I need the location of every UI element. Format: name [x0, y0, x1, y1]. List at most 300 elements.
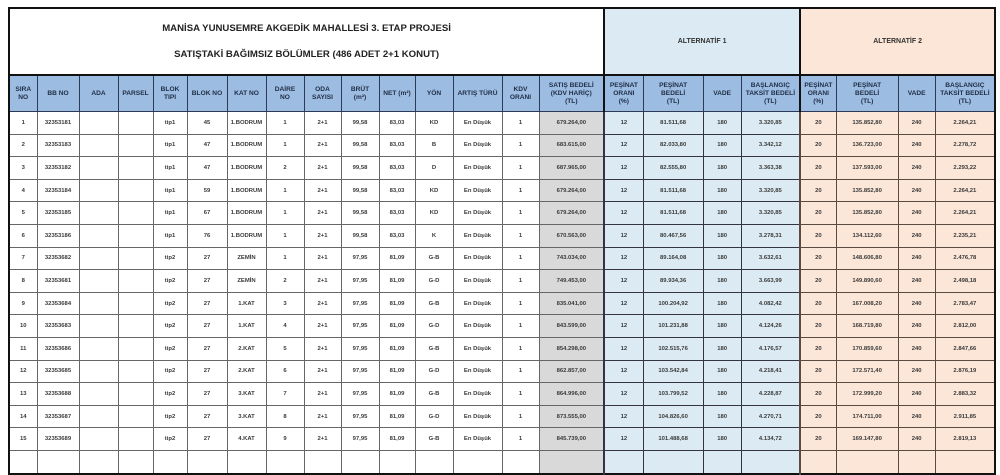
cell-alt2-baslangic-taksit: 2.847,66: [935, 337, 995, 360]
cell-blok-tipi: tip2: [153, 337, 187, 360]
cell-net: 81,09: [379, 247, 415, 270]
cell-artis-turu: En Düşük: [453, 157, 502, 180]
cell-alt1-pesinat-bedeli: 101.488,68: [643, 428, 703, 451]
cell-empty: [227, 450, 266, 473]
cell-ada: [79, 247, 118, 270]
column-header-alt2-vade: VADE: [898, 75, 935, 112]
cell-alt2-pesinat-bedeli: 172.999,20: [836, 383, 898, 406]
column-header-kdv-orani: KDV ORANI: [502, 75, 539, 112]
column-header-alt1-pesinat-orani: PEŞİNAT ORANI (%): [604, 75, 643, 112]
cell-alt2-baslangic-taksit: 2.876,19: [935, 360, 995, 383]
cell-artis-turu: En Düşük: [453, 247, 502, 270]
cell-parsel: [118, 428, 153, 451]
cell-yon: D: [415, 157, 453, 180]
column-header-sira-no: SIRA NO: [9, 75, 37, 112]
column-header-row: [9, 75, 995, 112]
cell-blok-tipi: tip1: [153, 112, 187, 135]
column-header-alt1-baslangic-taksit: BAŞLANGIÇ TAKSİT BEDELİ (TL): [741, 75, 800, 112]
cell-alt2-vade: 240: [898, 157, 935, 180]
cell-alt1-pesinat-bedeli: 82.033,80: [643, 134, 703, 157]
column-header-alt2-pesinat-bedeli: PEŞİNAT BEDELİ (TL): [836, 75, 898, 112]
cell-net: 81,09: [379, 292, 415, 315]
cell-yon: G-B: [415, 428, 453, 451]
cell-yon: B: [415, 134, 453, 157]
cell-alt1-baslangic-taksit: 3.632,61: [741, 247, 800, 270]
cell-alt1-pesinat-bedeli: 100.204,92: [643, 292, 703, 315]
cell-sira-no: 4: [9, 179, 37, 202]
cell-blok-no: 27: [187, 360, 227, 383]
table-row: [9, 315, 995, 338]
cell-yon: KD: [415, 202, 453, 225]
column-header-alt2-pesinat-orani: PEŞİNAT ORANI (%): [800, 75, 836, 112]
cell-alt1-baslangic-taksit: 4.228,87: [741, 383, 800, 406]
cell-yon: G-D: [415, 360, 453, 383]
cell-alt1-pesinat-orani: 12: [604, 270, 643, 293]
cell-alt1-pesinat-bedeli: 103.799,52: [643, 383, 703, 406]
cell-alt2-pesinat-orani: 20: [800, 112, 836, 135]
cell-bb-no: 32353181: [37, 112, 79, 135]
column-header-alt1-vade: VADE: [703, 75, 741, 112]
cell-kat-no: ZEMİN: [227, 247, 266, 270]
cell-alt2-pesinat-orani: 20: [800, 315, 836, 338]
cell-alt2-pesinat-bedeli: 135.852,80: [836, 202, 898, 225]
cell-sira-no: 10: [9, 315, 37, 338]
table-row: [9, 405, 995, 428]
cell-alt2-pesinat-orani: 20: [800, 337, 836, 360]
cell-alt2-pesinat-bedeli: 137.593,00: [836, 157, 898, 180]
cell-brut: 97,95: [341, 315, 379, 338]
cell-blok-no: 47: [187, 134, 227, 157]
cell-empty: [836, 450, 898, 473]
cell-empty: [741, 450, 800, 473]
cell-blok-no: 27: [187, 292, 227, 315]
cell-alt1-pesinat-orani: 12: [604, 224, 643, 247]
cell-alt1-pesinat-bedeli: 81.511,68: [643, 202, 703, 225]
cell-empty: [898, 450, 935, 473]
cell-parsel: [118, 360, 153, 383]
cell-sira-no: 1: [9, 112, 37, 135]
cell-net: 81,09: [379, 405, 415, 428]
cell-empty: [9, 450, 37, 473]
cell-yon: G-D: [415, 405, 453, 428]
cell-daire-no: 2: [266, 270, 304, 293]
cell-alt1-pesinat-orani: 12: [604, 405, 643, 428]
cell-ada: [79, 292, 118, 315]
cell-brut: 97,95: [341, 383, 379, 406]
cell-brut: 99,58: [341, 224, 379, 247]
cell-kdv-orani: 1: [502, 247, 539, 270]
cell-net: 81,09: [379, 360, 415, 383]
cell-brut: 97,95: [341, 337, 379, 360]
cell-bb-no: 32353184: [37, 179, 79, 202]
cell-alt2-pesinat-bedeli: 135.852,80: [836, 112, 898, 135]
table-row: [9, 292, 995, 315]
cell-artis-turu: En Düşük: [453, 383, 502, 406]
cell-oda-sayisi: 2+1: [304, 202, 341, 225]
cell-alt1-pesinat-bedeli: 103.542,84: [643, 360, 703, 383]
column-header-parsel: PARSEL: [118, 75, 153, 112]
cell-brut: 99,58: [341, 179, 379, 202]
cell-sira-no: 9: [9, 292, 37, 315]
column-header-daire-no: DAİRE NO: [266, 75, 304, 112]
cell-satis-bedeli: 843.599,00: [539, 315, 604, 338]
cell-alt2-baslangic-taksit: 2.812,00: [935, 315, 995, 338]
cell-alt2-pesinat-bedeli: 169.147,80: [836, 428, 898, 451]
table-row: [9, 360, 995, 383]
cell-alt2-baslangic-taksit: 2.235,21: [935, 224, 995, 247]
table-row: [9, 337, 995, 360]
cell-brut: 99,58: [341, 157, 379, 180]
cell-ada: [79, 405, 118, 428]
cell-blok-no: 27: [187, 383, 227, 406]
cell-alt2-pesinat-orani: 20: [800, 247, 836, 270]
cell-satis-bedeli: 670.563,00: [539, 224, 604, 247]
cell-alt2-baslangic-taksit: 2.278,72: [935, 134, 995, 157]
cell-alt1-baslangic-taksit: 4.082,42: [741, 292, 800, 315]
cell-alt2-pesinat-bedeli: 172.571,40: [836, 360, 898, 383]
cell-alt1-pesinat-orani: 12: [604, 315, 643, 338]
cell-alt1-pesinat-bedeli: 89.934,36: [643, 270, 703, 293]
cell-alt1-vade: 180: [703, 337, 741, 360]
cell-alt2-vade: 240: [898, 202, 935, 225]
cell-alt2-baslangic-taksit: 2.293,22: [935, 157, 995, 180]
table-row-partial: [9, 450, 995, 473]
cell-alt1-vade: 180: [703, 360, 741, 383]
cell-oda-sayisi: 2+1: [304, 157, 341, 180]
cell-kdv-orani: 1: [502, 360, 539, 383]
cell-alt2-vade: 240: [898, 224, 935, 247]
cell-daire-no: 2: [266, 157, 304, 180]
cell-artis-turu: En Düşük: [453, 360, 502, 383]
cell-alt1-baslangic-taksit: 3.663,99: [741, 270, 800, 293]
cell-yon: G-D: [415, 315, 453, 338]
cell-yon: G-D: [415, 270, 453, 293]
column-header-satis-bedeli: SATIŞ BEDELİ (KDV HARİÇ) (TL): [539, 75, 604, 112]
cell-kdv-orani: 1: [502, 337, 539, 360]
cell-ada: [79, 428, 118, 451]
cell-alt1-vade: 180: [703, 383, 741, 406]
cell-brut: 99,58: [341, 112, 379, 135]
cell-bb-no: 32353183: [37, 134, 79, 157]
cell-yon: G-B: [415, 383, 453, 406]
cell-blok-tipi: tip2: [153, 247, 187, 270]
cell-alt1-vade: 180: [703, 247, 741, 270]
cell-empty: [79, 450, 118, 473]
cell-artis-turu: En Düşük: [453, 428, 502, 451]
cell-kat-no: 1.KAT: [227, 315, 266, 338]
cell-alt1-pesinat-bedeli: 80.467,56: [643, 224, 703, 247]
cell-artis-turu: En Düşük: [453, 405, 502, 428]
cell-alt1-pesinat-orani: 12: [604, 112, 643, 135]
cell-kat-no: ZEMİN: [227, 270, 266, 293]
cell-ada: [79, 337, 118, 360]
cell-alt2-vade: 240: [898, 383, 935, 406]
cell-yon: K: [415, 224, 453, 247]
cell-net: 81,09: [379, 337, 415, 360]
units-table: [8, 7, 996, 475]
cell-daire-no: 8: [266, 405, 304, 428]
cell-alt2-pesinat-bedeli: 148.606,80: [836, 247, 898, 270]
cell-brut: 97,95: [341, 270, 379, 293]
cell-alt1-baslangic-taksit: 4.218,41: [741, 360, 800, 383]
cell-bb-no: 32353186: [37, 224, 79, 247]
cell-parsel: [118, 247, 153, 270]
cell-oda-sayisi: 2+1: [304, 270, 341, 293]
cell-satis-bedeli: 679.264,00: [539, 179, 604, 202]
cell-kat-no: 3.KAT: [227, 405, 266, 428]
cell-oda-sayisi: 2+1: [304, 337, 341, 360]
cell-alt1-baslangic-taksit: 3.363,38: [741, 157, 800, 180]
cell-alt1-pesinat-bedeli: 89.164,08: [643, 247, 703, 270]
cell-empty: [502, 450, 539, 473]
cell-empty: [153, 450, 187, 473]
cell-alt2-vade: 240: [898, 247, 935, 270]
cell-blok-no: 27: [187, 405, 227, 428]
cell-alt1-vade: 180: [703, 202, 741, 225]
cell-sira-no: 5: [9, 202, 37, 225]
cell-parsel: [118, 337, 153, 360]
cell-alt1-baslangic-taksit: 4.134,72: [741, 428, 800, 451]
cell-artis-turu: En Düşük: [453, 224, 502, 247]
cell-brut: 97,95: [341, 292, 379, 315]
cell-kdv-orani: 1: [502, 134, 539, 157]
cell-yon: G-B: [415, 292, 453, 315]
cell-alt1-baslangic-taksit: 4.176,57: [741, 337, 800, 360]
cell-alt1-pesinat-bedeli: 82.555,80: [643, 157, 703, 180]
cell-ada: [79, 202, 118, 225]
cell-satis-bedeli: 845.739,00: [539, 428, 604, 451]
cell-oda-sayisi: 2+1: [304, 405, 341, 428]
cell-oda-sayisi: 2+1: [304, 292, 341, 315]
cell-alt1-baslangic-taksit: 3.278,31: [741, 224, 800, 247]
cell-alt1-pesinat-orani: 12: [604, 383, 643, 406]
cell-net: 83,03: [379, 134, 415, 157]
cell-yon: G-B: [415, 247, 453, 270]
cell-daire-no: 1: [266, 134, 304, 157]
cell-alt1-pesinat-bedeli: 104.826,60: [643, 405, 703, 428]
cell-alt2-vade: 240: [898, 179, 935, 202]
cell-kat-no: 2.KAT: [227, 360, 266, 383]
cell-alt1-pesinat-orani: 12: [604, 292, 643, 315]
cell-parsel: [118, 405, 153, 428]
table-row: [9, 224, 995, 247]
cell-blok-tipi: tip1: [153, 179, 187, 202]
cell-satis-bedeli: 683.615,00: [539, 134, 604, 157]
cell-kdv-orani: 1: [502, 292, 539, 315]
cell-satis-bedeli: 743.034,00: [539, 247, 604, 270]
cell-daire-no: 1: [266, 224, 304, 247]
cell-net: 81,09: [379, 270, 415, 293]
cell-alt2-pesinat-orani: 20: [800, 360, 836, 383]
column-header-blok-no: BLOK NO: [187, 75, 227, 112]
cell-daire-no: 1: [266, 179, 304, 202]
cell-alt1-baslangic-taksit: 3.320,85: [741, 112, 800, 135]
cell-alt2-pesinat-orani: 20: [800, 270, 836, 293]
column-header-alt1-pesinat-bedeli: PEŞİNAT BEDELİ (TL): [643, 75, 703, 112]
cell-blok-no: 27: [187, 428, 227, 451]
cell-empty: [935, 450, 995, 473]
cell-kdv-orani: 1: [502, 383, 539, 406]
cell-empty: [604, 450, 643, 473]
cell-net: 83,03: [379, 179, 415, 202]
cell-artis-turu: En Düşük: [453, 337, 502, 360]
table-row: [9, 134, 995, 157]
cell-alt2-baslangic-taksit: 2.883,32: [935, 383, 995, 406]
cell-satis-bedeli: 862.857,00: [539, 360, 604, 383]
cell-blok-no: 67: [187, 202, 227, 225]
column-header-alt2-baslangic-taksit: BAŞLANGIÇ TAKSİT BEDELİ (TL): [935, 75, 995, 112]
cell-bb-no: 32353685: [37, 360, 79, 383]
cell-bb-no: 32353684: [37, 292, 79, 315]
cell-kat-no: 1.BODRUM: [227, 202, 266, 225]
cell-alt2-vade: 240: [898, 112, 935, 135]
table-row: [9, 247, 995, 270]
table-row: [9, 179, 995, 202]
cell-empty: [453, 450, 502, 473]
cell-parsel: [118, 179, 153, 202]
cell-blok-tipi: tip2: [153, 292, 187, 315]
cell-bb-no: 32353686: [37, 337, 79, 360]
cell-daire-no: 9: [266, 428, 304, 451]
cell-artis-turu: En Düşük: [453, 179, 502, 202]
cell-alt2-pesinat-bedeli: 149.890,60: [836, 270, 898, 293]
cell-bb-no: 32353682: [37, 247, 79, 270]
cell-alt2-vade: 240: [898, 134, 935, 157]
column-header-artis-turu: ARTIŞ TÜRÜ: [453, 75, 502, 112]
cell-alt2-vade: 240: [898, 292, 935, 315]
cell-alt2-baslangic-taksit: 2.264,21: [935, 179, 995, 202]
cell-sira-no: 14: [9, 405, 37, 428]
cell-oda-sayisi: 2+1: [304, 224, 341, 247]
cell-alt1-baslangic-taksit: 3.320,85: [741, 202, 800, 225]
cell-satis-bedeli: 835.041,00: [539, 292, 604, 315]
alternative-2-header: ALTERNATİF 2: [800, 8, 995, 75]
table-row: [9, 157, 995, 180]
cell-net: 81,09: [379, 383, 415, 406]
column-header-bb-no: BB NO: [37, 75, 79, 112]
cell-parsel: [118, 157, 153, 180]
cell-daire-no: 1: [266, 202, 304, 225]
cell-alt1-vade: 180: [703, 405, 741, 428]
cell-alt2-vade: 240: [898, 405, 935, 428]
cell-alt1-pesinat-orani: 12: [604, 134, 643, 157]
title-line-2: SATIŞTAKİ BAĞIMSIZ BÖLÜMLER (486 ADET 2+1 KONUT): [174, 49, 440, 60]
title-row: [9, 8, 995, 75]
cell-oda-sayisi: 2+1: [304, 179, 341, 202]
cell-alt2-pesinat-orani: 20: [800, 383, 836, 406]
cell-ada: [79, 224, 118, 247]
cell-alt1-pesinat-orani: 12: [604, 247, 643, 270]
cell-alt2-pesinat-orani: 20: [800, 179, 836, 202]
cell-alt2-baslangic-taksit: 2.476,78: [935, 247, 995, 270]
cell-brut: 97,95: [341, 405, 379, 428]
cell-parsel: [118, 202, 153, 225]
cell-net: 83,03: [379, 157, 415, 180]
cell-satis-bedeli: 854.298,00: [539, 337, 604, 360]
cell-empty: [539, 450, 604, 473]
cell-sira-no: 3: [9, 157, 37, 180]
cell-alt2-pesinat-orani: 20: [800, 224, 836, 247]
cell-alt1-pesinat-orani: 12: [604, 202, 643, 225]
cell-blok-tipi: tip2: [153, 383, 187, 406]
cell-artis-turu: En Düşük: [453, 315, 502, 338]
cell-oda-sayisi: 2+1: [304, 247, 341, 270]
table-row: [9, 202, 995, 225]
cell-parsel: [118, 383, 153, 406]
cell-ada: [79, 179, 118, 202]
cell-blok-tipi: tip1: [153, 157, 187, 180]
cell-net: 83,03: [379, 224, 415, 247]
cell-blok-tipi: tip2: [153, 428, 187, 451]
cell-blok-tipi: tip2: [153, 315, 187, 338]
cell-alt2-pesinat-orani: 20: [800, 202, 836, 225]
cell-alt1-vade: 180: [703, 224, 741, 247]
cell-kdv-orani: 1: [502, 405, 539, 428]
cell-artis-turu: En Düşük: [453, 112, 502, 135]
cell-blok-tipi: tip2: [153, 405, 187, 428]
cell-parsel: [118, 112, 153, 135]
cell-daire-no: 1: [266, 247, 304, 270]
cell-alt1-pesinat-bedeli: 102.515,76: [643, 337, 703, 360]
table-row: [9, 428, 995, 451]
cell-alt1-baslangic-taksit: 3.342,12: [741, 134, 800, 157]
cell-daire-no: 7: [266, 383, 304, 406]
cell-kdv-orani: 1: [502, 112, 539, 135]
cell-alt2-pesinat-bedeli: 174.711,00: [836, 405, 898, 428]
cell-oda-sayisi: 2+1: [304, 134, 341, 157]
cell-sira-no: 11: [9, 337, 37, 360]
cell-alt1-pesinat-bedeli: 81.511,68: [643, 179, 703, 202]
cell-artis-turu: En Düşük: [453, 134, 502, 157]
cell-yon: KD: [415, 112, 453, 135]
cell-alt1-baslangic-taksit: 4.270,71: [741, 405, 800, 428]
column-header-yon: YÖN: [415, 75, 453, 112]
cell-blok-tipi: tip1: [153, 224, 187, 247]
cell-satis-bedeli: 679.264,00: [539, 202, 604, 225]
cell-bb-no: 32353681: [37, 270, 79, 293]
cell-ada: [79, 157, 118, 180]
cell-alt1-baslangic-taksit: 4.124,26: [741, 315, 800, 338]
cell-yon: G-B: [415, 337, 453, 360]
cell-alt2-pesinat-orani: 20: [800, 405, 836, 428]
cell-alt1-pesinat-bedeli: 81.511,68: [643, 112, 703, 135]
cell-kdv-orani: 1: [502, 428, 539, 451]
cell-net: 83,03: [379, 112, 415, 135]
alternative-1-header: ALTERNATİF 1: [604, 8, 800, 75]
cell-satis-bedeli: 873.555,00: [539, 405, 604, 428]
cell-empty: [800, 450, 836, 473]
cell-empty: [379, 450, 415, 473]
cell-ada: [79, 360, 118, 383]
cell-ada: [79, 315, 118, 338]
cell-brut: 97,95: [341, 247, 379, 270]
cell-kdv-orani: 1: [502, 202, 539, 225]
cell-artis-turu: En Düşük: [453, 292, 502, 315]
cell-kdv-orani: 1: [502, 270, 539, 293]
cell-sira-no: 7: [9, 247, 37, 270]
cell-net: 81,09: [379, 428, 415, 451]
cell-kat-no: 1.BODRUM: [227, 134, 266, 157]
cell-alt2-pesinat-orani: 20: [800, 134, 836, 157]
cell-sira-no: 15: [9, 428, 37, 451]
cell-bb-no: 32353689: [37, 428, 79, 451]
cell-alt1-pesinat-orani: 12: [604, 179, 643, 202]
cell-oda-sayisi: 2+1: [304, 383, 341, 406]
cell-alt2-pesinat-bedeli: 135.852,80: [836, 179, 898, 202]
cell-empty: [187, 450, 227, 473]
column-header-blok-tipi: BLOK TIPI: [153, 75, 187, 112]
cell-alt2-pesinat-bedeli: 167.008,20: [836, 292, 898, 315]
